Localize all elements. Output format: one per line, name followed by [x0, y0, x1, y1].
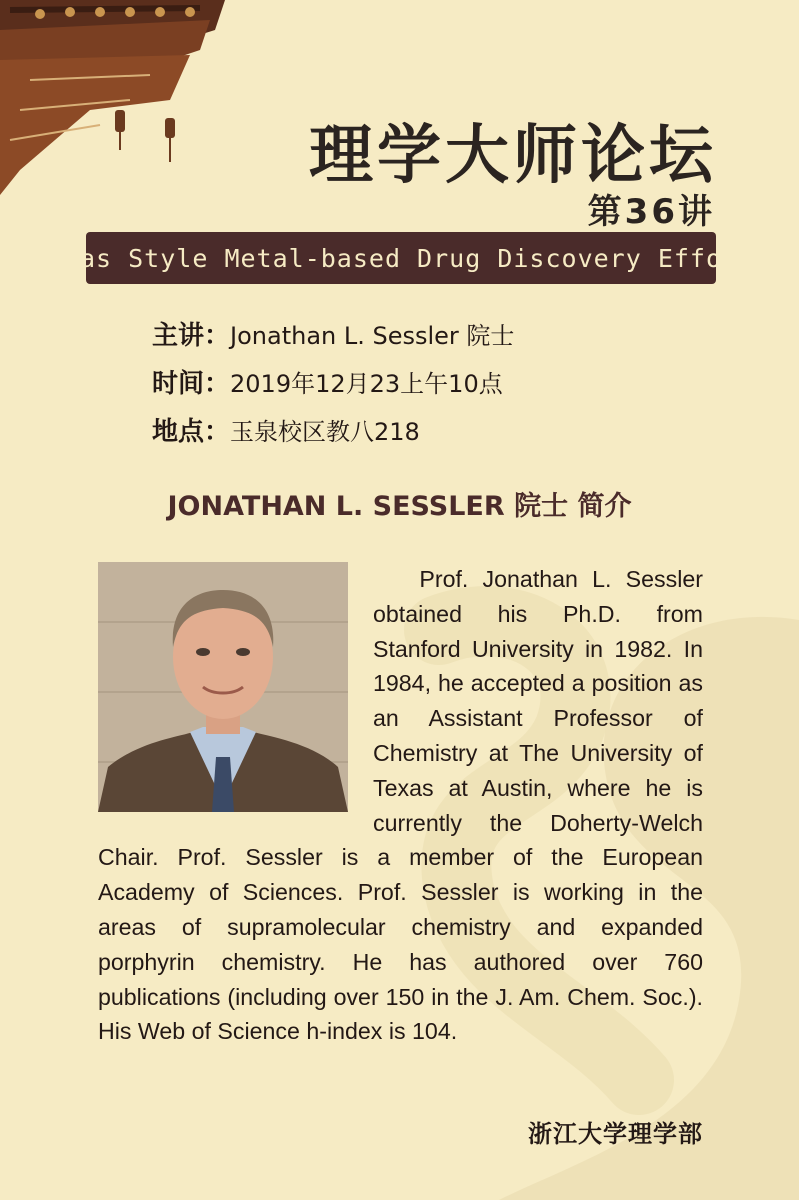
forum-title: 理学大师论坛: [309, 119, 717, 193]
speaker-value: Jonathan L. Sessler 院士: [230, 322, 515, 350]
time-label: 时间：: [152, 369, 231, 399]
topic-banner: [31, 232, 771, 284]
topic-title: Texas Style Metal-based Drug Discovery Efforts: [31, 243, 771, 273]
lecture-number: 第36讲: [587, 192, 715, 232]
bio-section: [98, 562, 703, 1049]
roof-eave-illustration: [0, 0, 230, 200]
place-row: [152, 412, 514, 460]
speaker-row: [152, 316, 514, 364]
speaker-label: 主讲：: [152, 321, 231, 351]
event-info: [152, 316, 514, 460]
speaker-photo: [98, 562, 348, 812]
time-row: [152, 364, 514, 412]
place-value: 玉泉校区教八218: [230, 418, 420, 446]
organizer-name: 浙江大学理学部: [528, 1120, 703, 1148]
time-value: 2019年12月23上午10点: [230, 370, 503, 398]
bio-text: Prof. Jonathan L. Sessler obtained his Ph.D. from Stanford University in 1982. In 1984, he accepted a position as an Assistant Professor of Chemistry at The University of Texas at Austin, where he is currently the Doherty-Welch Chair. Prof. Sessler is a member of the European Academy of Sciences. Prof. Sessler is working in the areas of supramolecular chemistry and expanded porphyrin chemistry. He has authored over 760 publications (including over 150 in the J. Am. Chem. Soc.). His Web of Science h-index is 104.: [98, 566, 703, 1045]
place-label: 地点：: [152, 417, 231, 447]
bio-heading: JONATHAN L. SESSLER 院士 简介: [167, 491, 632, 522]
